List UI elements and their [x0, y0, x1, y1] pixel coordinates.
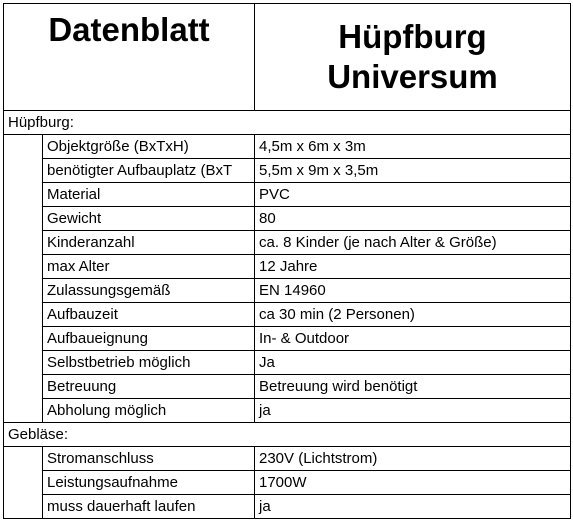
property-row: [4, 231, 571, 255]
indent-cell: [4, 495, 43, 519]
property-value: 4,5m x 6m x 3m: [255, 135, 571, 159]
indent-cell: [4, 183, 43, 207]
property-value: ja: [255, 495, 571, 519]
property-value: 80: [255, 207, 571, 231]
property-row: [4, 159, 571, 183]
indent-cell: [4, 351, 43, 375]
property-name: Selbstbetrieb möglich: [43, 351, 255, 375]
property-name: Zulassungsgemäß: [43, 279, 255, 303]
property-row: [4, 255, 571, 279]
property-value: PVC: [255, 183, 571, 207]
property-name: Stromanschluss: [43, 447, 255, 471]
property-name: Betreuung: [43, 375, 255, 399]
indent-cell: [4, 303, 43, 327]
property-value: Betreuung wird benötigt: [255, 375, 571, 399]
property-value: Ja: [255, 351, 571, 375]
property-name: muss dauerhaft laufen: [43, 495, 255, 519]
property-row: [4, 327, 571, 351]
section-header-row: [4, 423, 571, 447]
property-value: 12 Jahre: [255, 255, 571, 279]
datasheet-title-text: Datenblatt: [48, 11, 210, 48]
indent-cell: [4, 399, 43, 423]
property-row: [4, 375, 571, 399]
indent-cell: [4, 375, 43, 399]
property-value: ca 30 min (2 Personen): [255, 303, 571, 327]
indent-cell: [4, 279, 43, 303]
datasheet-title: [4, 4, 255, 111]
property-name: benötigter Aufbauplatz (BxT: [43, 159, 255, 183]
datasheet-table: [3, 3, 571, 519]
indent-cell: [4, 159, 43, 183]
property-name: Objektgröße (BxTxH): [43, 135, 255, 159]
property-name: Abholung möglich: [43, 399, 255, 423]
indent-cell: [4, 135, 43, 159]
product-title-line-1: Hüpfburg: [338, 18, 487, 55]
property-row: [4, 471, 571, 495]
property-value: EN 14960: [255, 279, 571, 303]
indent-cell: [4, 471, 43, 495]
datasheet: [3, 3, 570, 519]
section-empty-cell: [255, 423, 571, 447]
property-value: 230V (Lichtstrom): [255, 447, 571, 471]
indent-cell: [4, 255, 43, 279]
property-name: Gewicht: [43, 207, 255, 231]
section-empty-cell: [255, 111, 571, 135]
property-row: [4, 183, 571, 207]
property-row: [4, 399, 571, 423]
indent-cell: [4, 231, 43, 255]
property-name: max Alter: [43, 255, 255, 279]
indent-cell: [4, 327, 43, 351]
property-row: [4, 303, 571, 327]
property-value: In- & Outdoor: [255, 327, 571, 351]
property-value: ja: [255, 399, 571, 423]
property-name: Kinderanzahl: [43, 231, 255, 255]
product-title-line-2: Universum: [327, 58, 498, 95]
property-row: [4, 447, 571, 471]
section-label: Gebläse:: [4, 423, 255, 447]
property-value: 1700W: [255, 471, 571, 495]
indent-cell: [4, 207, 43, 231]
property-row: [4, 279, 571, 303]
property-row: [4, 351, 571, 375]
property-value: 5,5m x 9m x 3,5m: [255, 159, 571, 183]
indent-cell: [4, 447, 43, 471]
property-row: [4, 495, 571, 519]
property-name: Aufbauzeit: [43, 303, 255, 327]
section-label: Hüpfburg:: [4, 111, 255, 135]
property-value: ca. 8 Kinder (je nach Alter & Größe): [255, 231, 571, 255]
section-header-row: [4, 111, 571, 135]
property-name: Aufbaueignung: [43, 327, 255, 351]
property-name: Leistungsaufnahme: [43, 471, 255, 495]
product-title: [255, 4, 571, 111]
property-name: Material: [43, 183, 255, 207]
title-row: [4, 4, 571, 111]
property-row: [4, 135, 571, 159]
property-row: [4, 207, 571, 231]
